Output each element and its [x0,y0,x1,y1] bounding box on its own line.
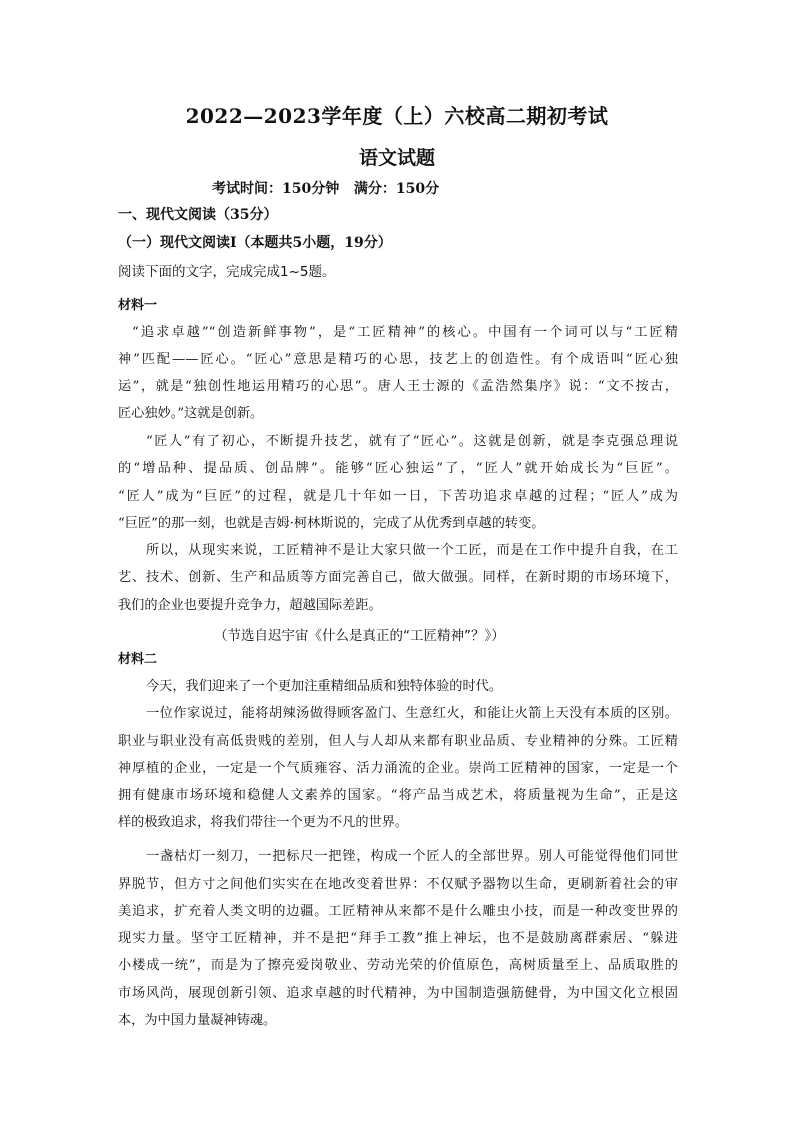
paragraph-line: 本，为中国力量凝神铸魂。 [118,1013,277,1028]
paragraph-line: 职业与职业没有高低贵贱的差别，但人与人却从来都有职业品质、专业精神的分殊。工匠精 [118,734,678,749]
section-heading: 一、现代文阅读（35分） [118,207,278,223]
paragraph-line: 样的极致追求，将我们带往一个更为不凡的世界。 [118,815,409,830]
paragraph-line: 今天，我们迎来了一个更加注重精细品质和独特体验的时代。 [146,679,503,694]
subsection-heading: （一）现代文阅读Ⅰ（本题共5小题，19分） [118,235,392,251]
paragraph-line: 匠心独妙。”这就是创新。 [118,406,264,421]
subject-title: 语文试题 [358,147,435,169]
paragraph-line: 一盏枯灯一刻刀，一把标尺一把锉，构成一个匠人的全部世界。别人可能觉得他们同世 [146,849,678,864]
paragraph-line: 美追求，扩充着人类文明的边疆。工匠精神从来都不是什么雕虫小技，而是一种改变世界的 [118,904,678,919]
paragraph-line: 市场风尚，展现创新引领、追求卓越的时代精神，为中国制造强筋健骨，为中国文化立根固 [118,986,678,1001]
paragraph-line: 艺、技术、创新、生产和品质等方面完善自己，做大做强。同样，在新时期的市场环境下， [118,570,678,585]
paragraph-line: 的“增品种、提品质、创品牌”。能够“匠心独运”了，“匠人”就开始成长为“巨匠”。 [118,461,678,476]
exam-meta: 考试时间：150分钟 满分：150分 [212,181,440,197]
paragraph-line: 一位作家说过，能将胡辣汤做得顾客盈门、生意红火，和能让火箭上天没有本质的区别。 [146,706,678,721]
paragraph-line: 神”匹配——匠心。“匠心”意思是精巧的心思，技艺上的创造性。有个成语叫“匠心独 [118,352,678,367]
exam-title: 2022—2023学年度（上）六校高二期初考试 [185,104,609,128]
paragraph-line: 小楼成一统”，而是为了擦亮爱岗敬业、劳动光荣的价值原色，高树质量至上、品质取胜的 [118,958,678,973]
material-two-label: 材料二 [118,652,158,667]
paragraph-line: “巨匠”的那一刻，也就是吉姆·柯林斯说的，完成了从优秀到卓越的转变。 [118,516,545,531]
paragraph-line: 运”，就是“独创性地运用精巧的心思”。唐人王士源的《孟浩然集序》说：“文不按古， [118,379,678,394]
paragraph-line: 界脱节，但方寸之间他们实实在在地改变着世界：不仅赋予器物以生命，更刷新着社会的审 [118,877,678,892]
paragraph-line: 我们的企业也要提升竞争力，超越国际差距。 [118,598,382,613]
paragraph-line: 现实力量。坚守工匠精神，并不是把“拜手工教”推上神坛，也不是鼓励离群索居、“躲进 [118,931,678,946]
paragraph-line: “追求卓越”“创造新鲜事物”，是“工匠精神”的核心。中国有一个词可以与“工匠精 [132,325,678,340]
material-one-label: 材料一 [118,298,158,313]
instruction-text: 阅读下面的文字，完成完成1~5题。 [118,264,336,280]
source-citation: （节选自迟宇宙《什么是真正的“工匠精神”？》） [214,628,505,644]
paragraph-line: 所以，从现实来说，工匠精神不是让大家只做一个工匠，而是在工作中提升自我，在工 [146,543,678,558]
paragraph-line: 拥有健康市场环境和稳健人文素养的国家。“将产品当成艺术，将质量视为生命”，正是这 [118,788,678,803]
paragraph-line: 神厚植的企业，一定是一个气质雍容、活力涌流的企业。崇尚工匠精神的国家，一定是一个 [118,761,678,776]
paragraph-line: “匠人”有了初心，不断提升技艺，就有了“匠心”。这就是创新，就是李克强总理说 [146,434,678,449]
paragraph-line: “匠人”成为“巨匠”的过程，就是几十年如一日，下苦功追求卓越的过程；“匠人”成为 [118,489,678,504]
